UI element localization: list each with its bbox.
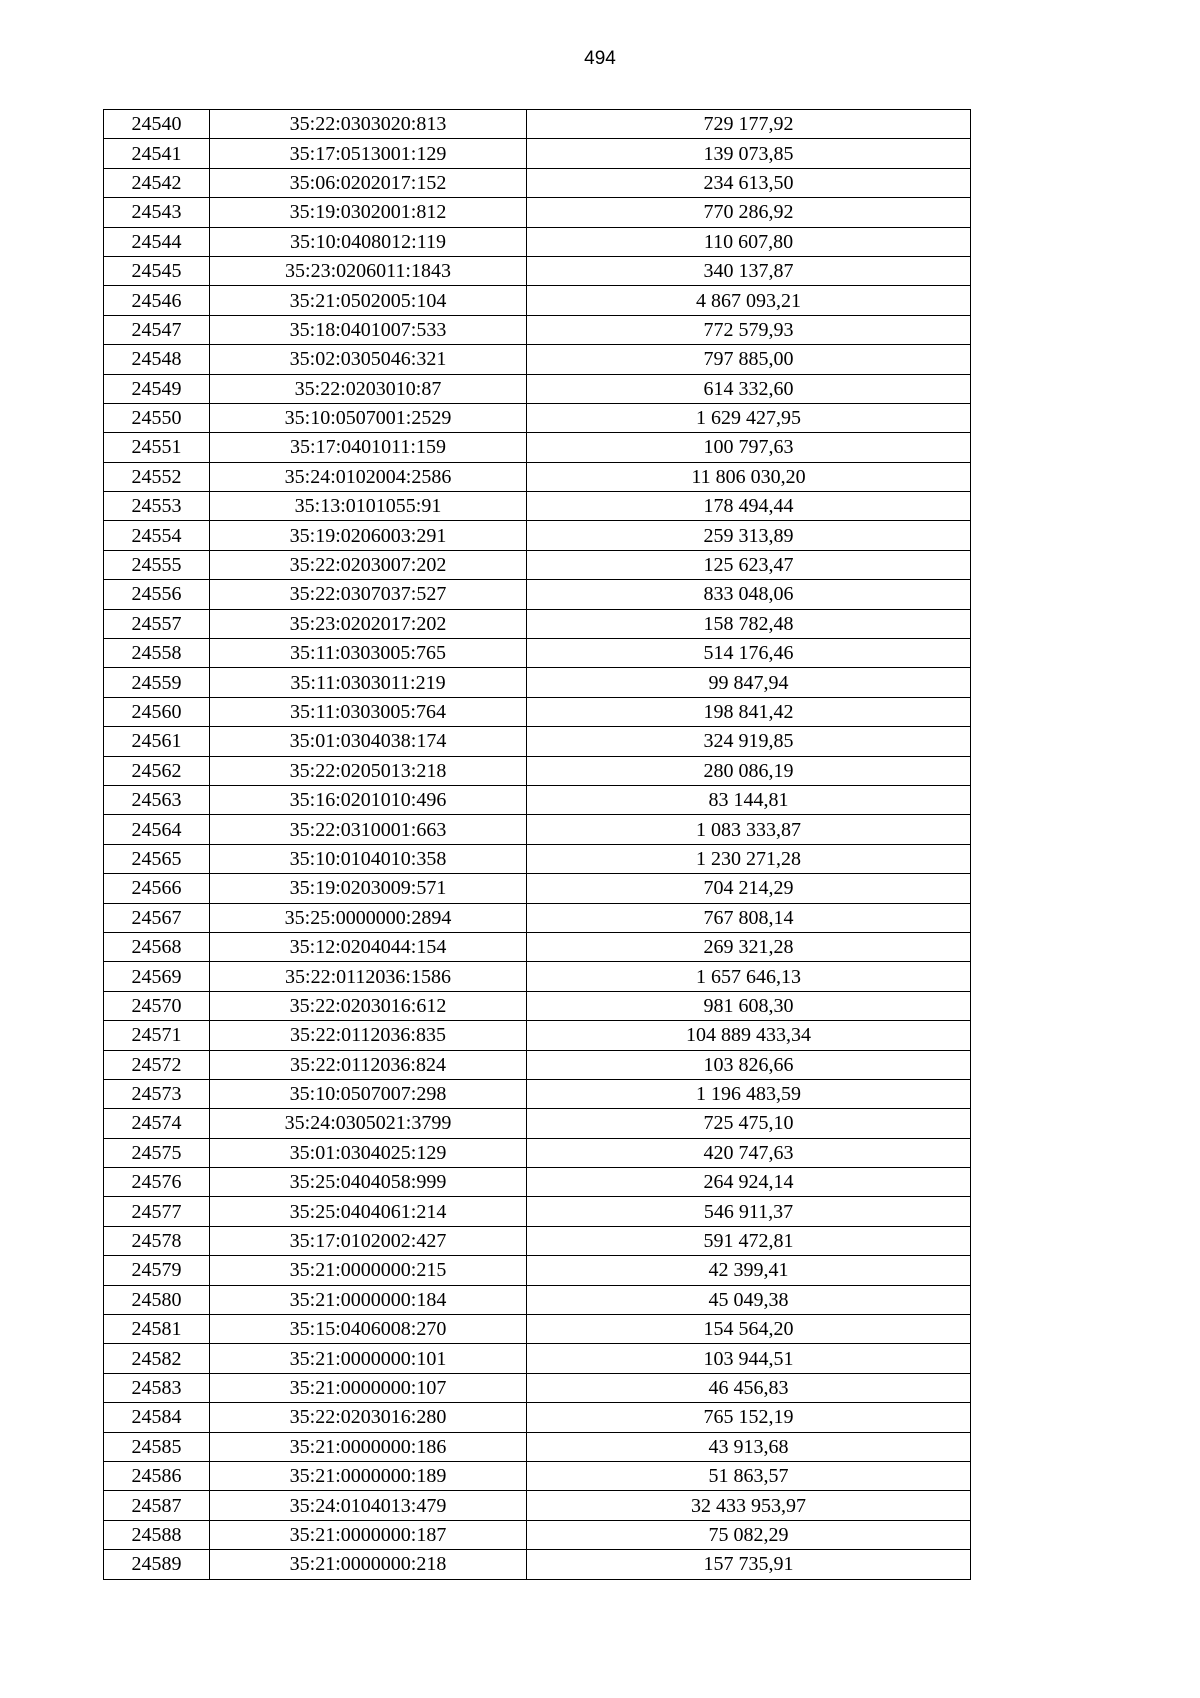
row-number-cell: 24586 [104, 1461, 210, 1490]
table-row [104, 874, 971, 903]
table-row [104, 345, 971, 374]
table-row [104, 1491, 971, 1520]
row-number-cell: 24546 [104, 286, 210, 315]
cadastral-number-cell: 35:06:0202017:152 [210, 168, 527, 197]
cadastral-value-cell: 99 847,94 [527, 668, 971, 697]
table-row [104, 1109, 971, 1138]
cadastral-number-cell: 35:16:0201010:496 [210, 785, 527, 814]
table-row [104, 844, 971, 873]
row-number-cell: 24562 [104, 756, 210, 785]
table-row [104, 1079, 971, 1108]
table-row [104, 1344, 971, 1373]
row-number-cell: 24584 [104, 1403, 210, 1432]
row-number-cell: 24568 [104, 932, 210, 961]
table-row [104, 1432, 971, 1461]
table-row [104, 286, 971, 315]
cadastral-value-cell: 75 082,29 [527, 1520, 971, 1549]
table-row [104, 1050, 971, 1079]
cadastral-value-cell: 729 177,92 [527, 110, 971, 139]
row-number-cell: 24553 [104, 492, 210, 521]
cadastral-number-cell: 35:25:0404061:214 [210, 1197, 527, 1226]
cadastral-value-cell: 1 230 271,28 [527, 844, 971, 873]
cadastral-value-cell: 767 808,14 [527, 903, 971, 932]
row-number-cell: 24560 [104, 697, 210, 726]
cadastral-number-cell: 35:15:0406008:270 [210, 1315, 527, 1344]
cadastral-value-cell: 42 399,41 [527, 1256, 971, 1285]
cadastral-number-cell: 35:21:0000000:107 [210, 1373, 527, 1402]
row-number-cell: 24540 [104, 110, 210, 139]
cadastral-value-cell: 234 613,50 [527, 168, 971, 197]
cadastral-value-cell: 139 073,85 [527, 139, 971, 168]
cadastral-value-cell: 51 863,57 [527, 1461, 971, 1490]
cadastral-value-cell: 725 475,10 [527, 1109, 971, 1138]
table-row [104, 697, 971, 726]
cadastral-value-cell: 157 735,91 [527, 1550, 971, 1579]
cadastral-number-cell: 35:13:0101055:91 [210, 492, 527, 521]
cadastral-number-cell: 35:11:0303005:765 [210, 639, 527, 668]
cadastral-number-cell: 35:22:0112036:835 [210, 1021, 527, 1050]
row-number-cell: 24570 [104, 991, 210, 1020]
cadastral-value-cell: 340 137,87 [527, 256, 971, 285]
row-number-cell: 24587 [104, 1491, 210, 1520]
cadastral-number-cell: 35:21:0000000:189 [210, 1461, 527, 1490]
cadastral-value-cell: 765 152,19 [527, 1403, 971, 1432]
row-number-cell: 24572 [104, 1050, 210, 1079]
cadastral-number-cell: 35:01:0304025:129 [210, 1138, 527, 1167]
cadastral-number-cell: 35:11:0303005:764 [210, 697, 527, 726]
row-number-cell: 24548 [104, 345, 210, 374]
cadastral-number-cell: 35:22:0203016:612 [210, 991, 527, 1020]
cadastral-value-cell: 614 332,60 [527, 374, 971, 403]
table-row [104, 1197, 971, 1226]
table-row [104, 668, 971, 697]
row-number-cell: 24589 [104, 1550, 210, 1579]
cadastral-value-cell: 280 086,19 [527, 756, 971, 785]
cadastral-number-cell: 35:10:0507001:2529 [210, 403, 527, 432]
cadastral-number-cell: 35:21:0000000:187 [210, 1520, 527, 1549]
table-row [104, 433, 971, 462]
cadastral-value-cell: 797 885,00 [527, 345, 971, 374]
row-number-cell: 24576 [104, 1168, 210, 1197]
row-number-cell: 24574 [104, 1109, 210, 1138]
row-number-cell: 24551 [104, 433, 210, 462]
cadastral-number-cell: 35:24:0305021:3799 [210, 1109, 527, 1138]
table-row [104, 962, 971, 991]
table-row [104, 1520, 971, 1549]
cadastral-number-cell: 35:01:0304038:174 [210, 727, 527, 756]
cadastral-value-cell: 1 629 427,95 [527, 403, 971, 432]
table-row [104, 1021, 971, 1050]
cadastral-number-cell: 35:18:0401007:533 [210, 315, 527, 344]
cadastral-value-cell: 178 494,44 [527, 492, 971, 521]
cadastral-number-cell: 35:22:0203016:280 [210, 1403, 527, 1432]
table-row [104, 1373, 971, 1402]
table-row [104, 492, 971, 521]
row-number-cell: 24585 [104, 1432, 210, 1461]
cadastral-number-cell: 35:22:0112036:824 [210, 1050, 527, 1079]
cadastral-number-cell: 35:24:0102004:2586 [210, 462, 527, 491]
row-number-cell: 24545 [104, 256, 210, 285]
row-number-cell: 24555 [104, 550, 210, 579]
row-number-cell: 24577 [104, 1197, 210, 1226]
cadastral-number-cell: 35:17:0102002:427 [210, 1226, 527, 1255]
cadastral-value-cell: 154 564,20 [527, 1315, 971, 1344]
row-number-cell: 24583 [104, 1373, 210, 1402]
cadastral-value-cell: 259 313,89 [527, 521, 971, 550]
table-row [104, 227, 971, 256]
cadastral-number-cell: 35:21:0000000:184 [210, 1285, 527, 1314]
cadastral-value-cell: 546 911,37 [527, 1197, 971, 1226]
cadastral-number-cell: 35:25:0000000:2894 [210, 903, 527, 932]
table-row [104, 198, 971, 227]
cadastral-number-cell: 35:24:0104013:479 [210, 1491, 527, 1520]
cadastral-number-cell: 35:19:0302001:812 [210, 198, 527, 227]
cadastral-number-cell: 35:10:0104010:358 [210, 844, 527, 873]
cadastral-value-cell: 420 747,63 [527, 1138, 971, 1167]
table-row [104, 785, 971, 814]
cadastral-number-cell: 35:17:0401011:159 [210, 433, 527, 462]
row-number-cell: 24554 [104, 521, 210, 550]
page-number: 494 [584, 48, 616, 69]
cadastral-value-cell: 198 841,42 [527, 697, 971, 726]
cadastral-number-cell: 35:11:0303011:219 [210, 668, 527, 697]
cadastral-value-cell: 770 286,92 [527, 198, 971, 227]
cadastral-value-cell: 1 196 483,59 [527, 1079, 971, 1108]
cadastral-value-cell: 43 913,68 [527, 1432, 971, 1461]
row-number-cell: 24588 [104, 1520, 210, 1549]
table-row [104, 1315, 971, 1344]
cadastral-value-table [103, 109, 971, 1580]
cadastral-value-cell: 591 472,81 [527, 1226, 971, 1255]
cadastral-value-cell: 772 579,93 [527, 315, 971, 344]
cadastral-value-cell: 1 657 646,13 [527, 962, 971, 991]
row-number-cell: 24556 [104, 580, 210, 609]
cadastral-value-cell: 704 214,29 [527, 874, 971, 903]
table-row [104, 727, 971, 756]
row-number-cell: 24571 [104, 1021, 210, 1050]
row-number-cell: 24569 [104, 962, 210, 991]
row-number-cell: 24566 [104, 874, 210, 903]
table-row [104, 1403, 971, 1432]
cadastral-value-cell: 981 608,30 [527, 991, 971, 1020]
cadastral-number-cell: 35:17:0513001:129 [210, 139, 527, 168]
cadastral-number-cell: 35:19:0203009:571 [210, 874, 527, 903]
cadastral-number-cell: 35:10:0507007:298 [210, 1079, 527, 1108]
row-number-cell: 24567 [104, 903, 210, 932]
cadastral-value-cell: 125 623,47 [527, 550, 971, 579]
table-row [104, 932, 971, 961]
cadastral-number-cell: 35:22:0112036:1586 [210, 962, 527, 991]
cadastral-number-cell: 35:22:0310001:663 [210, 815, 527, 844]
cadastral-value-cell: 833 048,06 [527, 580, 971, 609]
row-number-cell: 24575 [104, 1138, 210, 1167]
table-row [104, 1461, 971, 1490]
cadastral-value-cell: 103 944,51 [527, 1344, 971, 1373]
table-row [104, 580, 971, 609]
table-row [104, 815, 971, 844]
cadastral-value-cell: 103 826,66 [527, 1050, 971, 1079]
row-number-cell: 24573 [104, 1079, 210, 1108]
table-row [104, 1168, 971, 1197]
table-row [104, 256, 971, 285]
cadastral-value-cell: 104 889 433,34 [527, 1021, 971, 1050]
table-row [104, 1256, 971, 1285]
cadastral-value-cell: 11 806 030,20 [527, 462, 971, 491]
table-row [104, 550, 971, 579]
table-row [104, 403, 971, 432]
table-row [104, 315, 971, 344]
row-number-cell: 24543 [104, 198, 210, 227]
row-number-cell: 24579 [104, 1256, 210, 1285]
cadastral-number-cell: 35:02:0305046:321 [210, 345, 527, 374]
cadastral-value-cell: 269 321,28 [527, 932, 971, 961]
row-number-cell: 24550 [104, 403, 210, 432]
cadastral-number-cell: 35:22:0203010:87 [210, 374, 527, 403]
cadastral-value-cell: 32 433 953,97 [527, 1491, 971, 1520]
row-number-cell: 24564 [104, 815, 210, 844]
table-row [104, 991, 971, 1020]
row-number-cell: 24581 [104, 1315, 210, 1344]
cadastral-value-cell: 100 797,63 [527, 433, 971, 462]
table-row [104, 609, 971, 638]
row-number-cell: 24541 [104, 139, 210, 168]
table-row [104, 139, 971, 168]
cadastral-number-cell: 35:21:0000000:218 [210, 1550, 527, 1579]
cadastral-value-cell: 158 782,48 [527, 609, 971, 638]
cadastral-number-cell: 35:22:0205013:218 [210, 756, 527, 785]
table-row [104, 903, 971, 932]
cadastral-number-cell: 35:21:0502005:104 [210, 286, 527, 315]
cadastral-number-cell: 35:10:0408012:119 [210, 227, 527, 256]
table-row [104, 521, 971, 550]
table-row [104, 1138, 971, 1167]
table-row [104, 756, 971, 785]
row-number-cell: 24582 [104, 1344, 210, 1373]
cadastral-number-cell: 35:23:0206011:1843 [210, 256, 527, 285]
cadastral-value-cell: 264 924,14 [527, 1168, 971, 1197]
table-row [104, 462, 971, 491]
cadastral-value-cell: 46 456,83 [527, 1373, 971, 1402]
cadastral-value-cell: 110 607,80 [527, 227, 971, 256]
table-row [104, 168, 971, 197]
cadastral-value-cell: 83 144,81 [527, 785, 971, 814]
cadastral-value-cell: 1 083 333,87 [527, 815, 971, 844]
row-number-cell: 24580 [104, 1285, 210, 1314]
table-row [104, 1226, 971, 1255]
table-row [104, 1550, 971, 1579]
cadastral-value-cell: 45 049,38 [527, 1285, 971, 1314]
row-number-cell: 24561 [104, 727, 210, 756]
row-number-cell: 24544 [104, 227, 210, 256]
row-number-cell: 24549 [104, 374, 210, 403]
cadastral-value-cell: 4 867 093,21 [527, 286, 971, 315]
row-number-cell: 24542 [104, 168, 210, 197]
table-row [104, 1285, 971, 1314]
cadastral-number-cell: 35:19:0206003:291 [210, 521, 527, 550]
row-number-cell: 24552 [104, 462, 210, 491]
cadastral-number-cell: 35:23:0202017:202 [210, 609, 527, 638]
cadastral-number-cell: 35:21:0000000:101 [210, 1344, 527, 1373]
cadastral-value-cell: 514 176,46 [527, 639, 971, 668]
cadastral-number-cell: 35:22:0203007:202 [210, 550, 527, 579]
row-number-cell: 24547 [104, 315, 210, 344]
row-number-cell: 24565 [104, 844, 210, 873]
cadastral-number-cell: 35:21:0000000:215 [210, 1256, 527, 1285]
row-number-cell: 24578 [104, 1226, 210, 1255]
row-number-cell: 24559 [104, 668, 210, 697]
table-row [104, 374, 971, 403]
cadastral-number-cell: 35:12:0204044:154 [210, 932, 527, 961]
cadastral-number-cell: 35:22:0303020:813 [210, 110, 527, 139]
cadastral-value-cell: 324 919,85 [527, 727, 971, 756]
table-row [104, 110, 971, 139]
cadastral-number-cell: 35:22:0307037:527 [210, 580, 527, 609]
row-number-cell: 24557 [104, 609, 210, 638]
table-body [104, 110, 971, 1580]
table-row [104, 639, 971, 668]
cadastral-number-cell: 35:21:0000000:186 [210, 1432, 527, 1461]
cadastral-number-cell: 35:25:0404058:999 [210, 1168, 527, 1197]
row-number-cell: 24563 [104, 785, 210, 814]
row-number-cell: 24558 [104, 639, 210, 668]
